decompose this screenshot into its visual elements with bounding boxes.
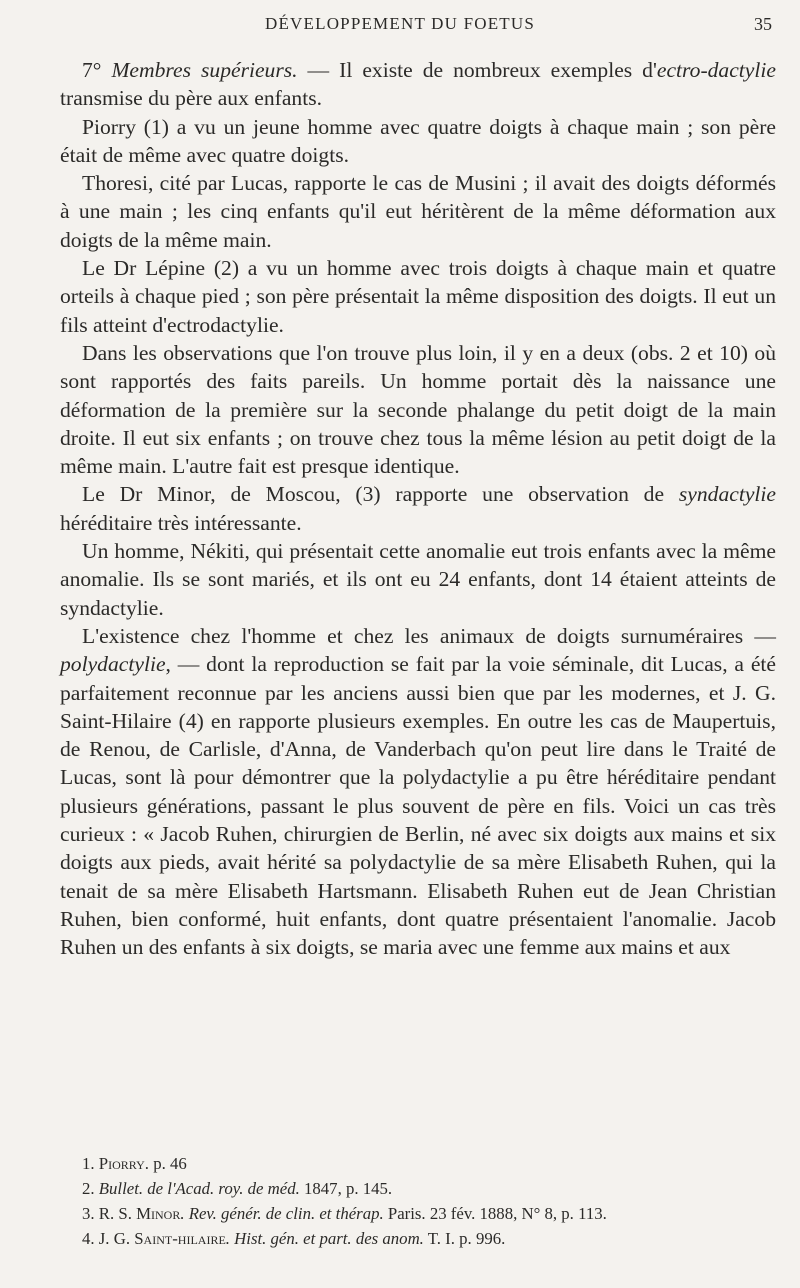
footnote-text: . p. 46 (144, 1154, 187, 1173)
footnote-author: J. G. Saint-hilaire (98, 1229, 226, 1248)
paragraph-minor (60, 480, 776, 537)
footnote-number: 1. (82, 1154, 99, 1173)
paragraph-thoresi: Thoresi, cité par Lucas, rapporte le cas de Musini ; il avait des doigts déformés à une main ; les cinq enfants qu'il eut héritèrent de la même déformation aux doigts de la même main. (60, 171, 776, 252)
footnote (60, 1226, 776, 1251)
paragraph-text: Le Dr Minor, de Moscou, (3) rapporte une observation de (82, 482, 679, 507)
italic-term: polydactylie (60, 652, 166, 677)
footnotes (60, 1151, 776, 1251)
footnote (60, 1176, 776, 1201)
italic-term: syndactylie (678, 482, 776, 507)
footnote-text: T. I. p. 996. (423, 1229, 506, 1248)
italic-term: ectro-dactylie (656, 58, 776, 82)
footnote-number: 4. (82, 1229, 99, 1248)
footnote-text: 1847, p. 145. (299, 1179, 393, 1198)
paragraph-nekiti: Un homme, Nékiti, qui présentait cette anomalie eut trois enfants avec la même anomalie. Ils se sont mariés, et ils ont eu 24 enfants, dont 14 étaient atteints de syndactylie. (60, 539, 776, 620)
footnote-author: Piorry (98, 1154, 145, 1173)
paragraph-piorry: Piorry (1) a vu un jeune homme avec quatre doigts à chaque main ; son père était de même avec quatre doigts. (60, 114, 776, 167)
paragraph-text: L'existence chez l'homme et chez les animaux de doigts surnuméraires — (82, 623, 776, 648)
footnote-author: R. S. Minor (98, 1204, 181, 1223)
paragraph-membres-superieurs (60, 56, 776, 113)
footnote-source: Bullet. de l'Acad. roy. de méd. (98, 1179, 300, 1198)
paragraph-text: , — dont la reproduction se fait par la voie séminale, dit Lucas, a été parfaitement reconnue par les anciens aussi bien que par les modernes, et J. G. Saint-Hilaire (4) en rapporte plusieurs exemples. En outre les cas de Maupertuis, de Renou, de Carlisle, d'Anna, de Vanderbach qu'on peut lire dans le Traité de Lucas, sont là pour démontrer que la polydactylie a pu être héréditaire pendant plusieurs générations, passant le plus souvent de père en fils. Voici un cas très curieux : « Jacob Ruhen, chirurgien de Berlin, né avec six doigts aux mains et six doigts aux pieds, avait hérité sa polydactylie de sa mère Elisabeth Ruhen, qui la tenait de sa mère Elisabeth Hartsmann. Elisabeth Ruhen eut de Jean Christian Ruhen, bien conformé, huit enfants, dont quatre présentaient l'anomalie. Jacob Ruhen un des enfants à six doigts, se maria avec une femme aux mains et aux (60, 652, 776, 960)
paragraph-text: héréditaire très intéressante. (60, 510, 302, 535)
body-text (60, 56, 776, 962)
section-number: 7° (82, 58, 112, 82)
footnote-number: 2. (82, 1179, 99, 1198)
paragraph-text: — Il existe de nombreux exemples d' (297, 58, 657, 82)
paragraph-polydactylie (60, 622, 776, 962)
running-head: DÉVELOPPEMENT DU FOETUS (264, 14, 536, 33)
paragraph-observations: Dans les observations que l'on trouve plus loin, il y en a deux (obs. 2 et 10) où sont rapportés des faits pareils. Un homme portait dès la naissance une déformation de la première sur la seconde phalange du petit doigt de la main droite. Il eut six enfants ; on trouve chez tous la même lésion au petit doigt de la même main. L'autre fait est presque identique. (60, 340, 776, 479)
footnote-source: . Hist. gén. et part. des anom. (225, 1229, 424, 1248)
footnote-source: . Rev. génér. de clin. et thérap. (180, 1204, 384, 1223)
page-number: 35 (754, 14, 772, 34)
footnote (60, 1151, 776, 1176)
footnote-text: Paris. 23 fév. 1888, N° 8, p. 113. (383, 1204, 607, 1223)
paragraph-text: transmise du père aux enfants. (60, 86, 323, 111)
page-header (0, 8, 800, 38)
footnote-number: 3. (82, 1204, 99, 1223)
footnote (60, 1201, 776, 1226)
section-title: Membres supérieurs. (111, 58, 298, 82)
paragraph-lepine: Le Dr Lépine (2) a vu un homme avec trois doigts à chaque main et quatre orteils à chaque pied ; son père présentait la même disposition des doigts. Il eut un fils atteint d'ectrodactylie. (60, 256, 776, 337)
